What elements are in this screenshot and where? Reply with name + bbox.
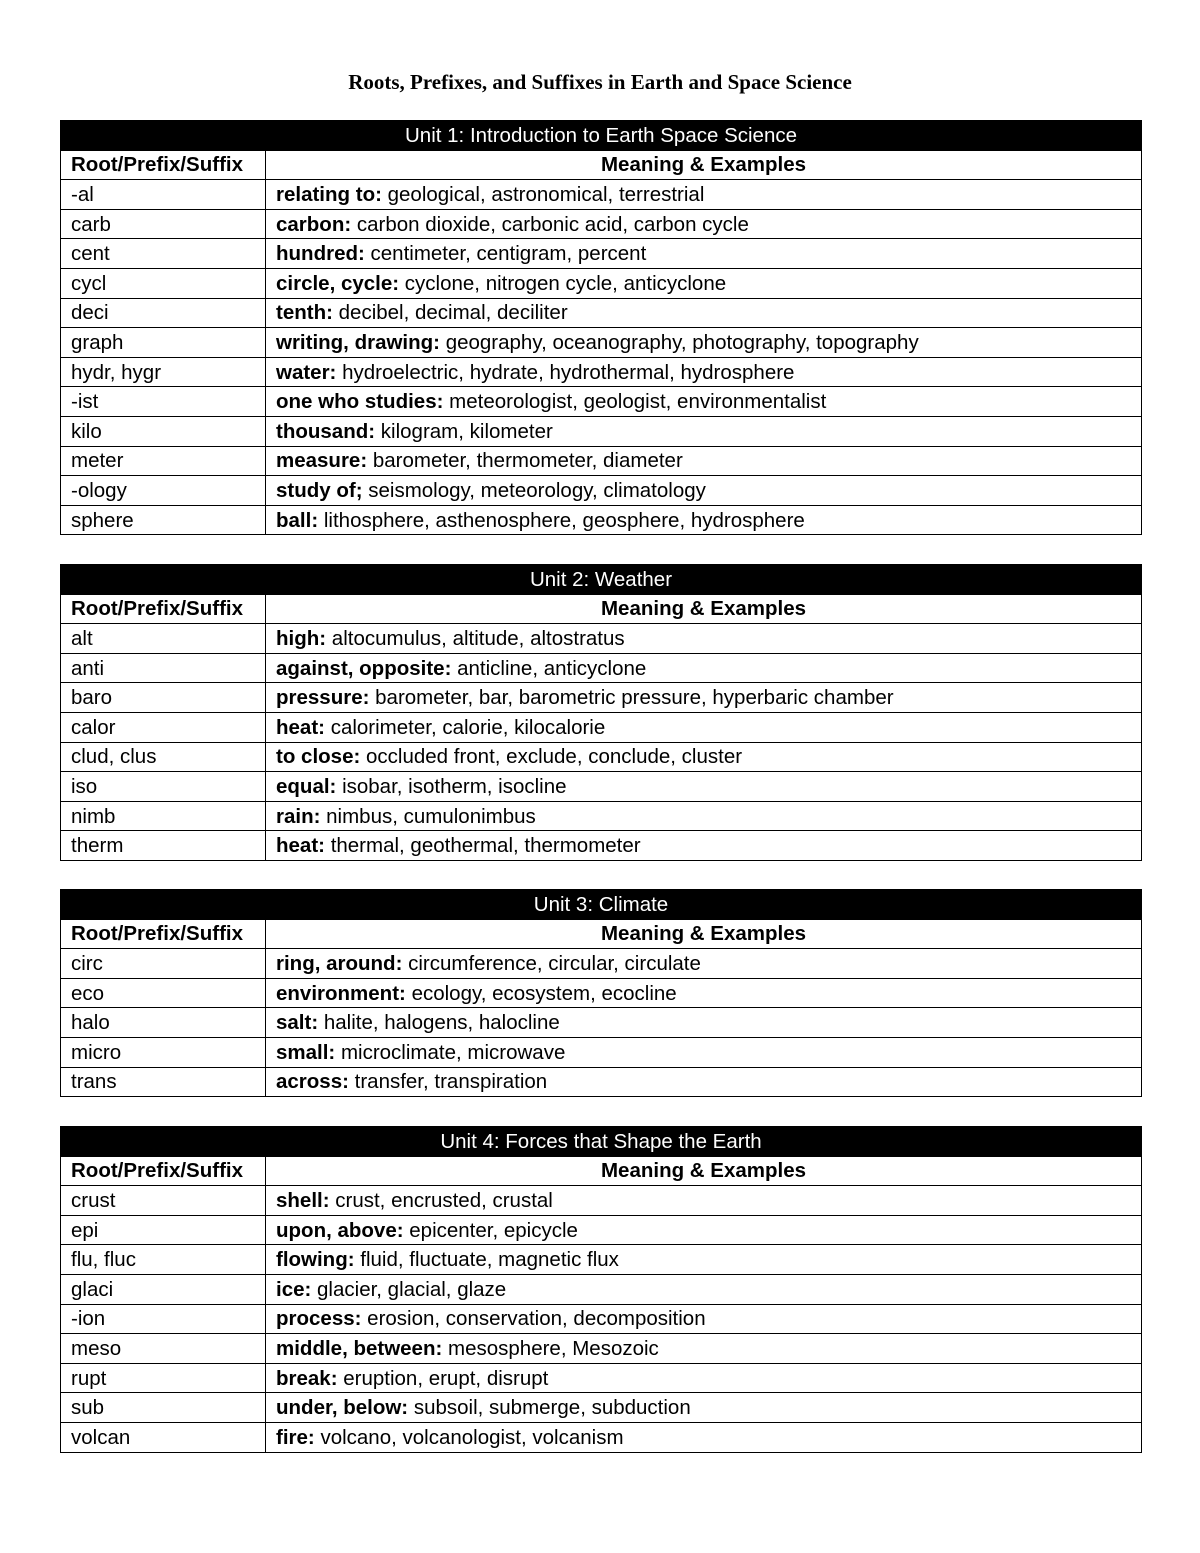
examples-text: thermal, geothermal, thermometer [330,834,641,858]
root-cell: graph [61,328,266,358]
meaning-cell [266,1304,1142,1334]
meaning-term: tenth: [276,301,333,325]
meaning-cell [266,949,1142,979]
root-cell: iso [61,772,266,802]
examples-text: calorimeter, calorie, kilocalorie [330,715,606,739]
meaning-term: salt: [276,1011,319,1035]
meaning-term: hundred: [276,242,365,266]
meaning-cell [266,1274,1142,1304]
unit-heading: Unit 1: Introduction to Earth Space Science [61,121,1142,151]
table-row [61,505,1142,535]
table-row [61,1304,1142,1334]
root-cell: meso [61,1334,266,1364]
root-cell: cycl [61,268,266,298]
examples-text: altocumulus, altitude, altostratus [331,626,625,650]
meaning-term: break: [276,1366,338,1390]
column-header-root: Root/Prefix/Suffix [61,919,266,949]
meaning-term: ball: [276,508,319,532]
table-row [61,653,1142,683]
root-cell: flu, fluc [61,1245,266,1275]
examples-text: microclimate, microwave [340,1040,566,1064]
meaning-term: heat: [276,834,325,858]
meaning-cell [266,624,1142,654]
table-row [61,831,1142,861]
meaning-cell [266,801,1142,831]
root-cell: baro [61,683,266,713]
examples-text: cyclone, nitrogen cycle, anticyclone [404,271,727,295]
root-cell: epi [61,1215,266,1245]
examples-text: subsoil, submerge, subduction [413,1396,691,1420]
examples-text: eruption, erupt, disrupt [343,1366,549,1390]
table-row [61,328,1142,358]
meaning-cell [266,505,1142,535]
root-cell: circ [61,949,266,979]
table-row [61,1067,1142,1097]
meaning-cell [266,1008,1142,1038]
examples-text: ecology, ecosystem, ecocline [411,981,677,1005]
meaning-term: ring, around: [276,951,403,975]
unit-heading: Unit 2: Weather [61,565,1142,595]
root-cell: alt [61,624,266,654]
root-cell: eco [61,978,266,1008]
meaning-term: across: [276,1070,349,1094]
meaning-term: fire: [276,1425,315,1449]
meaning-term: shell: [276,1188,330,1212]
meaning-term: measure: [276,449,368,473]
meaning-term: high: [276,626,327,650]
root-cell: therm [61,831,266,861]
examples-text: mesosphere, Mesozoic [448,1336,659,1360]
root-cell: kilo [61,416,266,446]
examples-text: volcano, volcanologist, volcanism [320,1425,624,1449]
table-row [61,446,1142,476]
meaning-cell [266,357,1142,387]
meaning-cell [266,978,1142,1008]
meaning-term: heat: [276,715,325,739]
examples-text: crust, encrusted, crustal [335,1188,553,1212]
column-header-root: Root/Prefix/Suffix [61,150,266,180]
meaning-cell [266,1067,1142,1097]
page-title: Roots, Prefixes, and Suffixes in Earth and Space Science [348,70,852,94]
meaning-cell [266,180,1142,210]
meaning-cell [266,1363,1142,1393]
root-cell: -ist [61,387,266,417]
meaning-cell [266,653,1142,683]
table-row [61,801,1142,831]
table-row [61,1037,1142,1067]
examples-text: geography, oceanography, photography, topography [445,330,919,354]
table-row [61,949,1142,979]
unit-table [60,889,1142,1097]
meaning-cell [266,387,1142,417]
table-row [61,978,1142,1008]
meaning-term: to close: [276,745,361,769]
examples-text: barometer, bar, barometric pressure, hyperbaric chamber [375,686,894,710]
meaning-term: environment: [276,981,406,1005]
table-row [61,268,1142,298]
unit-heading: Unit 4: Forces that Shape the Earth [61,1127,1142,1157]
root-cell: volcan [61,1422,266,1452]
table-row [61,476,1142,506]
examples-text: glacier, glacial, glaze [317,1277,507,1301]
root-cell: sub [61,1393,266,1423]
meaning-cell [266,683,1142,713]
examples-text: centimeter, centigram, percent [370,242,647,266]
examples-text: erosion, conservation, decomposition [367,1307,706,1331]
meaning-cell [266,742,1142,772]
meaning-cell [266,446,1142,476]
column-header-meaning: Meaning & Examples [266,594,1142,624]
meaning-cell [266,712,1142,742]
meaning-cell [266,476,1142,506]
root-cell: -ion [61,1304,266,1334]
table-row [61,387,1142,417]
examples-text: halite, halogens, halocline [323,1011,560,1035]
table-row [61,1334,1142,1364]
root-cell: carb [61,209,266,239]
table-row [61,239,1142,269]
unit-heading: Unit 3: Climate [61,890,1142,920]
unit-table [60,1126,1142,1453]
root-cell: -al [61,180,266,210]
meaning-term: writing, drawing: [276,330,440,354]
root-cell: -ology [61,476,266,506]
table-row [61,1393,1142,1423]
examples-text: decibel, decimal, deciliter [338,301,568,325]
root-cell: meter [61,446,266,476]
table-row [61,209,1142,239]
unit-table [60,120,1142,535]
unit-table [60,564,1142,861]
root-cell: deci [61,298,266,328]
meaning-term: under, below: [276,1396,409,1420]
meaning-term: upon, above: [276,1218,404,1242]
meaning-term: flowing: [276,1248,355,1272]
column-header-meaning: Meaning & Examples [266,150,1142,180]
meaning-term: thousand: [276,419,376,443]
examples-text: fluid, fluctuate, magnetic flux [360,1248,619,1272]
table-row [61,1215,1142,1245]
meaning-term: carbon: [276,212,352,236]
examples-text: seismology, meteorology, climatology [368,478,706,502]
root-cell: halo [61,1008,266,1038]
table-row [61,1245,1142,1275]
meaning-cell [266,831,1142,861]
meaning-cell [266,298,1142,328]
examples-text: lithosphere, asthenosphere, geosphere, hydrosphere [323,508,805,532]
meaning-cell [266,239,1142,269]
meaning-cell [266,1037,1142,1067]
root-cell: micro [61,1037,266,1067]
table-row [61,624,1142,654]
meaning-term: water: [276,360,337,384]
root-cell: rupt [61,1363,266,1393]
table-row [61,683,1142,713]
root-cell: hydr, hygr [61,357,266,387]
table-row [61,1422,1142,1452]
root-cell: clud, clus [61,742,266,772]
table-row [61,772,1142,802]
meaning-term: middle, between: [276,1336,443,1360]
table-row [61,357,1142,387]
root-cell: anti [61,653,266,683]
column-header-root: Root/Prefix/Suffix [61,594,266,624]
examples-text: transfer, transpiration [354,1070,548,1094]
examples-text: epicenter, epicycle [409,1218,578,1242]
meaning-term: study of; [276,478,363,502]
examples-text: circumference, circular, circulate [408,951,701,975]
table-row [61,1363,1142,1393]
table-row [61,1274,1142,1304]
meaning-term: ice: [276,1277,312,1301]
meaning-cell [266,772,1142,802]
examples-text: kilogram, kilometer [380,419,553,443]
examples-text: occluded front, exclude, conclude, cluster [366,745,743,769]
column-header-meaning: Meaning & Examples [266,1156,1142,1186]
root-cell: cent [61,239,266,269]
examples-text: nimbus, cumulonimbus [326,804,536,828]
root-cell: trans [61,1067,266,1097]
examples-text: carbon dioxide, carbonic acid, carbon cycle [356,212,749,236]
table-row [61,180,1142,210]
meaning-cell [266,416,1142,446]
meaning-cell [266,268,1142,298]
meaning-term: relating to: [276,182,382,206]
table-row [61,712,1142,742]
examples-text: hydroelectric, hydrate, hydrothermal, hydrosphere [342,360,795,384]
column-header-root: Root/Prefix/Suffix [61,1156,266,1186]
column-header-meaning: Meaning & Examples [266,919,1142,949]
root-cell: calor [61,712,266,742]
examples-text: anticline, anticyclone [457,656,647,680]
meaning-term: rain: [276,804,321,828]
table-row [61,416,1142,446]
meaning-term: against, opposite: [276,656,452,680]
root-cell: sphere [61,505,266,535]
meaning-term: pressure: [276,686,370,710]
meaning-cell [266,209,1142,239]
examples-text: barometer, thermometer, diameter [372,449,683,473]
meaning-term: small: [276,1040,336,1064]
meaning-term: process: [276,1307,362,1331]
meaning-cell [266,1422,1142,1452]
table-row [61,1008,1142,1038]
meaning-term: circle, cycle: [276,271,400,295]
root-cell: nimb [61,801,266,831]
meaning-cell [266,1393,1142,1423]
meaning-term: equal: [276,774,337,798]
table-row [61,1186,1142,1216]
meaning-cell [266,1245,1142,1275]
table-row [61,298,1142,328]
examples-text: meteorologist, geologist, environmentalist [449,390,827,414]
root-cell: glaci [61,1274,266,1304]
meaning-cell [266,1186,1142,1216]
meaning-term: one who studies: [276,390,444,414]
examples-text: geological, astronomical, terrestrial [387,182,705,206]
examples-text: isobar, isotherm, isocline [342,774,567,798]
meaning-cell [266,1334,1142,1364]
root-cell: crust [61,1186,266,1216]
meaning-cell [266,328,1142,358]
table-row [61,742,1142,772]
meaning-cell [266,1215,1142,1245]
